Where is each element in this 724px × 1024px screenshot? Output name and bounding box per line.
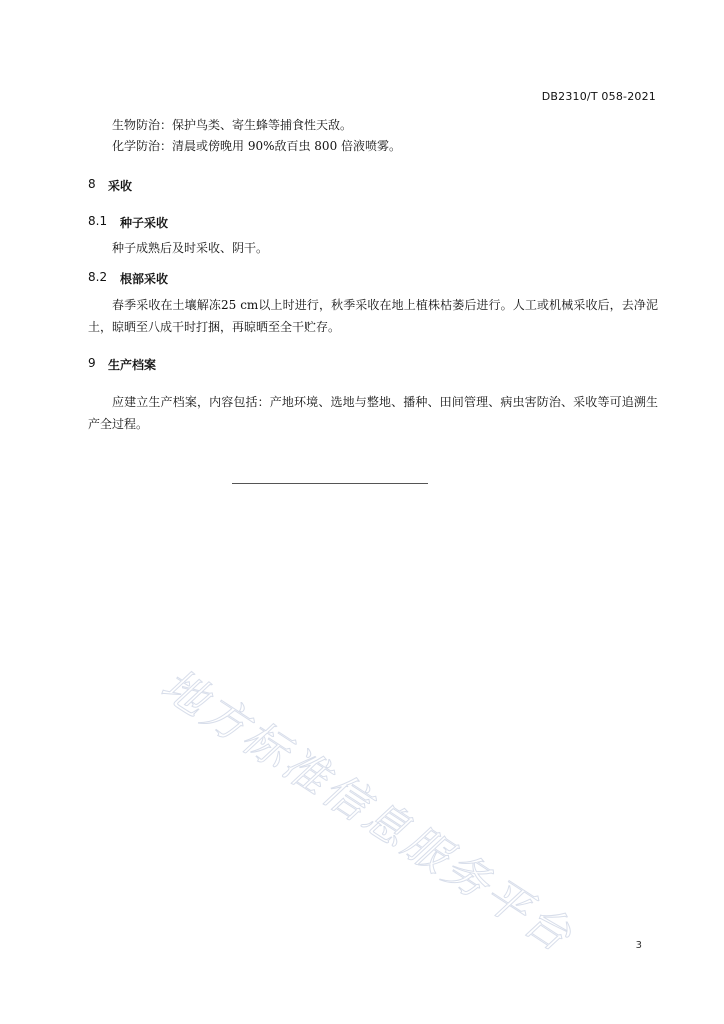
paragraph-seed-harvest: 种子成熟后及时采收、阴干。 [112,241,269,255]
watermark: 地方标准信息服务平台 [152,659,583,964]
section-number: 8 [88,177,96,191]
paragraph-biological-control: 生物防治：保护鸟类、寄生蜂等捕食性天敌。 [112,118,353,132]
section-8-1-heading [88,214,168,231]
section-title: 采收 [108,179,133,193]
paragraph-chemical-control: 化学防治：清晨或傍晚用 90%敌百虫 800 倍液喷雾。 [112,139,402,153]
section-title: 生产档案 [108,358,157,372]
section-8-2-heading [88,270,168,287]
section-9-heading [88,356,156,373]
section-number: 8.2 [88,270,108,284]
paragraph-root-harvest: 春季采收在土壤解冻25 cm以上时进行，秋季采收在地上植株枯萎后进行。人工或机械采收后，去净泥土，晾晒至八成干时打捆，再晾晒至全干贮存。 [88,298,658,334]
page-number: 3 [635,940,642,951]
section-8-heading [88,177,132,194]
end-of-text-rule [232,483,428,484]
paragraph-production-archive: 应建立生产档案，内容包括：产地环境、选地与整地、播种、田间管理、病虫害防治、采收等可追溯生产全过程。 [88,395,658,431]
section-number: 8.1 [88,214,108,228]
section-number: 9 [88,356,96,370]
section-title: 种子采收 [120,216,169,230]
section-title: 根部采收 [120,272,169,286]
standard-code: DB2310/T 058-2021 [541,90,656,103]
